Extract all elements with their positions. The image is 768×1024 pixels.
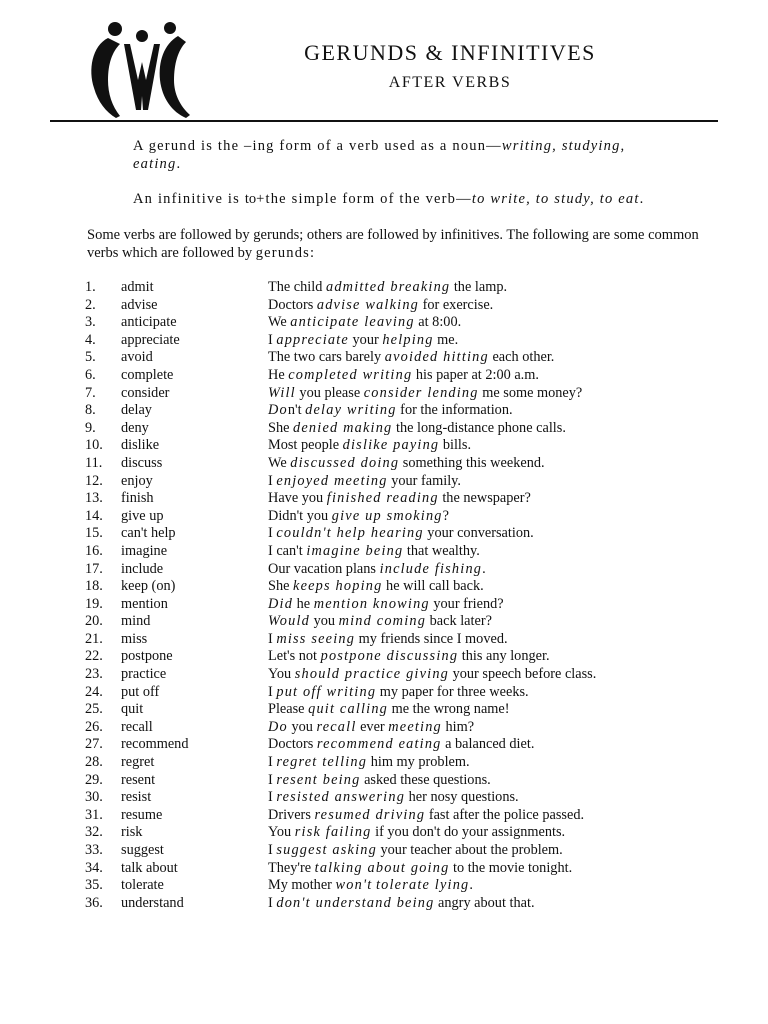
definition-term: gerund [148,138,197,154]
example-sentence [268,455,545,473]
example-text: me the wrong name! [388,701,510,718]
example-text: her nosy questions. [405,789,519,806]
example-text: him? [441,718,475,735]
verb-number: 28. [85,754,103,771]
definition-text: A [133,138,149,154]
example-text: that wealthy. [403,542,480,559]
example-highlight: advise walking [316,296,420,313]
example-sentence [268,895,535,913]
verb-number: 13. [85,490,103,507]
verb-row [0,824,768,842]
verb-row [0,543,768,561]
example-sentence [268,525,534,543]
example-text: your friend? [429,595,504,612]
example-highlight: recommend eating [316,736,442,753]
example-highlight: delay writing [305,402,397,419]
verb-number: 36. [85,894,103,911]
example-text: You [268,666,295,683]
example-text: We [268,454,291,471]
example-text: at 8:00. [414,314,462,331]
example-sentence [268,648,550,666]
example-sentence [268,842,563,860]
example-text: your speech before class. [449,666,597,683]
example-sentence [268,736,534,754]
example-text: my paper for three weeks. [376,683,529,700]
verb-word: appreciate [121,331,180,348]
example-text: I [268,525,277,542]
example-highlight: Do [268,402,288,419]
example-text: The two cars barely [268,349,385,366]
verb-row [0,473,768,491]
example-sentence [268,631,508,649]
example-text: each other. [488,349,555,366]
example-sentence [268,314,461,332]
page-subtitle: AFTER VERBS [388,74,512,91]
example-text: the lamp. [450,279,508,295]
example-text: Drivers [268,806,315,823]
example-sentence [268,473,461,491]
example-highlight: completed writing [288,366,413,383]
example-sentence [268,561,486,579]
example-sentence [268,508,449,526]
example-highlight: mention knowing [313,595,430,612]
verb-word: mind [121,613,151,630]
example-text: fast after the police passed. [425,806,585,823]
definition-text: An infinitive is [133,191,245,207]
example-text: him my problem. [367,754,470,771]
intro-term: gerunds [255,245,311,261]
example-text: my friends since I moved. [355,630,508,647]
logo-head-middle [136,30,148,42]
example-text: Doctors [268,736,317,753]
example-sentence [268,385,582,403]
definition-text: . [176,156,181,172]
example-text: He [268,366,289,383]
verb-word: quit [121,701,144,718]
verb-number: 17. [85,560,103,577]
logo-head-right [164,22,176,34]
example-text: She [268,419,294,436]
verb-row [0,596,768,614]
verb-number: 24. [85,683,103,700]
example-text: I [268,683,277,700]
example-highlight: helping [382,331,434,348]
verb-word: include [121,560,164,577]
example-highlight: risk failing [294,824,372,841]
example-text: The child [268,279,326,295]
example-text: angry about that. [434,894,535,911]
example-sentence [268,772,491,790]
example-text: me some money? [478,384,583,401]
example-text: you please [295,384,364,401]
example-highlight: don't understand being [276,894,435,911]
example-text: your [348,331,383,348]
verb-number: 1. [85,279,96,295]
verb-number: 16. [85,542,103,559]
example-text: you [310,613,339,630]
example-highlight: won't [335,877,373,894]
example-sentence [268,860,572,878]
example-sentence [268,279,507,297]
example-text: your teacher about the problem. [376,842,563,858]
example-highlight: discussed doing [290,454,400,471]
verb-word: discuss [121,454,163,471]
example-highlight: resent being [276,771,361,788]
verb-word: recall [121,718,153,735]
example-text: I can't [268,542,307,559]
example-text: a balanced diet. [441,736,535,753]
verb-word: avoid [121,349,153,366]
example-sentence [268,596,504,614]
example-text: ? [442,507,450,524]
verb-row [0,754,768,772]
verb-row [0,297,768,315]
example-highlight: put off writing [276,683,377,700]
example-text: if you don't do your assignments. [371,824,566,841]
verb-row [0,842,768,860]
verb-row [0,684,768,702]
verb-row [0,895,768,913]
example-text: Please [268,701,309,718]
page-title: GERUNDS & INFINITIVES [304,40,596,65]
cwc-logo [86,18,196,120]
example-text: I [268,894,277,911]
verb-word: recommend [121,736,189,753]
example-text: for the information. [396,402,513,419]
verb-row [0,648,768,666]
example-text: You [268,824,295,841]
verb-word: consider [121,384,170,401]
example-sentence [268,701,510,719]
verb-number: 14. [85,507,103,524]
example-text: asked these questions. [360,771,491,788]
verb-row [0,772,768,790]
verb-word: give up [121,507,164,524]
example-text: he will call back. [382,578,484,595]
example-sentence [268,719,474,737]
example-text: . [482,560,486,577]
verb-number: 10. [85,437,103,454]
verb-word: deny [121,419,149,436]
verb-row [0,578,768,596]
verb-word: risk [121,824,143,841]
example-sentence [268,877,473,895]
example-text: They're [268,859,315,876]
verb-word: suggest [121,842,164,858]
verb-word: delay [121,402,152,419]
example-text: for exercise. [419,296,494,313]
logo-figure-c-right [160,36,190,118]
verb-word: complete [121,366,174,383]
example-highlight: should practice giving [294,666,450,683]
example-highlight: couldn't help hearing [276,525,424,542]
example-sentence [268,613,492,631]
example-text: I [268,331,277,348]
example-highlight: talking about going [314,859,450,876]
logo-figure-c-left [91,38,120,118]
example-text: n't [287,402,306,419]
logo-head-left [108,22,122,36]
example-text: . [469,877,473,894]
verb-word: resent [121,771,156,788]
example-highlight: miss seeing [276,630,356,647]
example-text: back later? [426,613,492,630]
example-highlight: finished reading [326,490,439,507]
verb-number: 19. [85,595,103,612]
example-highlight: resisted answering [276,789,406,806]
verb-row [0,525,768,543]
verb-number: 21. [85,630,103,647]
verb-word: miss [121,630,148,647]
example-text: I [268,630,277,647]
definition-text: +the simple form of the verb— [256,191,472,207]
verb-word: enjoy [121,472,153,489]
verb-number: 30. [85,789,103,806]
example-text: She [268,578,294,595]
example-text: this any longer. [458,648,550,665]
example-sentence [268,824,565,842]
verb-number: 18. [85,578,103,595]
verb-row [0,736,768,754]
example-text: the newspaper? [438,490,531,507]
definition-text: . [639,191,644,207]
example-text: bills. [439,437,472,454]
example-sentence [268,367,539,385]
verb-row [0,349,768,367]
example-highlight: dislike paying [342,437,440,454]
verb-number: 2. [85,296,96,313]
example-text: something this weekend. [399,454,545,471]
example-text: My mother [268,877,336,894]
example-text: I [268,472,277,489]
example-highlight: suggest asking [276,842,377,858]
example-sentence [268,490,531,508]
example-sentence [268,332,458,350]
verb-number: 22. [85,648,103,665]
example-sentence [268,437,471,455]
example-sentence [268,807,584,825]
example-highlight: Will [268,384,296,401]
example-text: he [293,595,314,612]
example-text: Most people [268,437,343,454]
example-text: Have you [268,490,327,507]
verb-word: mention [121,595,168,612]
example-highlight: meeting [388,718,442,735]
verb-list [0,279,768,912]
example-highlight: tolerate lying [375,877,470,894]
example-text: I [268,789,277,806]
verb-row [0,279,768,297]
example-sentence [268,666,596,684]
example-highlight: denied making [293,419,393,436]
verb-row [0,807,768,825]
example-text: Doctors [268,296,317,313]
example-sentence [268,754,470,772]
verb-word: can't help [121,525,176,542]
example-highlight: appreciate [276,331,349,348]
verb-number: 29. [85,771,103,788]
example-highlight: avoided hitting [384,349,489,366]
example-sentence [268,543,480,561]
verb-word: admit [121,279,154,295]
example-highlight: Do [268,718,288,735]
verb-word: dislike [121,437,160,454]
verb-word: put off [121,683,160,700]
example-highlight: keeps hoping [293,578,383,595]
verb-row [0,490,768,508]
verb-row [0,877,768,895]
example-sentence [268,578,484,596]
logo-figure-w [124,44,160,110]
list-introduction [87,226,707,262]
header-divider [50,120,718,122]
example-text: ever [356,718,389,735]
verb-word: resume [121,806,163,823]
verb-row [0,631,768,649]
verb-word: advise [121,296,158,313]
verb-number: 8. [85,402,96,419]
example-text: me. [433,331,459,348]
definition-term: to [244,191,257,207]
verb-number: 5. [85,349,96,366]
example-highlight: consider lending [363,384,479,401]
verb-row [0,666,768,684]
verb-row [0,332,768,350]
verb-row [0,508,768,526]
example-sentence [268,402,513,420]
verb-number: 7. [85,384,96,401]
verb-number: 11. [85,454,103,471]
verb-row [0,719,768,737]
example-text: you [287,718,317,735]
example-highlight: Did [268,595,294,612]
definition-text: is the –ing form of a verb used as a noun— [196,138,502,154]
verb-word: practice [121,666,167,683]
verb-number: 6. [85,366,96,383]
example-sentence [268,297,493,315]
example-text: Our vacation plans [268,560,380,577]
verb-row [0,385,768,403]
example-highlight: resumed driving [314,806,426,823]
verb-row [0,367,768,385]
example-highlight: postpone discussing [320,648,459,665]
verb-number: 15. [85,525,103,542]
verb-word: resist [121,789,152,806]
verb-number: 32. [85,824,103,841]
example-text: Let's not [268,648,321,665]
example-text: to the movie tonight. [449,859,573,876]
example-sentence [268,420,566,438]
infinitive-definition [133,190,693,208]
verb-number: 27. [85,736,103,753]
example-highlight: enjoyed meeting [276,472,388,489]
verb-row [0,402,768,420]
example-text: the long-distance phone calls. [392,419,566,436]
verb-word: finish [121,490,154,507]
example-text: We [268,314,291,331]
intro-text: : [310,245,315,261]
verb-number: 23. [85,666,103,683]
example-highlight: regret telling [276,754,368,771]
example-text: your conversation. [423,525,534,542]
example-sentence [268,349,554,367]
example-highlight: include fishing [379,560,483,577]
definition-examples: writing, studying, eating [133,138,626,172]
example-sentence [268,684,529,702]
verb-word: understand [121,894,184,911]
verb-word: keep (on) [121,578,176,595]
example-highlight: Would [268,613,311,630]
example-highlight: quit calling [308,701,389,718]
verb-word: talk about [121,859,178,876]
gerund-definition [133,137,653,173]
verb-row [0,561,768,579]
example-text: I [268,771,277,788]
verb-number: 4. [85,331,96,348]
verb-number: 35. [85,877,103,894]
example-text: his paper at 2:00 a.m. [412,366,539,383]
verb-row [0,860,768,878]
verb-row [0,420,768,438]
verb-word: tolerate [121,877,164,894]
definition-examples: to write, to study, to eat [471,191,640,207]
example-text: Didn't you [268,507,332,524]
verb-number: 25. [85,701,103,718]
example-text: I [268,754,277,771]
verb-number: 31. [85,806,103,823]
verb-word: imagine [121,542,168,559]
verb-number: 3. [85,314,96,331]
verb-row [0,789,768,807]
example-highlight: recall [316,718,357,735]
verb-row [0,437,768,455]
verb-word: regret [121,754,155,771]
example-highlight: give up smoking [331,507,443,524]
verb-word: postpone [121,648,173,665]
verb-number: 33. [85,842,103,858]
example-sentence [268,789,519,807]
verb-number: 20. [85,613,103,630]
verb-row [0,314,768,332]
verb-number: 26. [85,718,103,735]
verb-number: 34. [85,859,103,876]
verb-word: anticipate [121,314,177,331]
verb-row [0,455,768,473]
intro-text: Some verbs are followed by gerunds; others are followed by infinitives. The following are some common verbs which are followed by [87,227,699,261]
verb-number: 9. [85,419,96,436]
example-highlight: admitted breaking [325,279,451,295]
example-text: I [268,842,277,858]
verb-number: 12. [85,472,103,489]
verb-row [0,613,768,631]
example-highlight: imagine being [306,542,404,559]
example-highlight: anticipate leaving [290,314,415,331]
verb-row [0,701,768,719]
example-highlight: mind coming [338,613,427,630]
example-text: your family. [387,472,461,489]
